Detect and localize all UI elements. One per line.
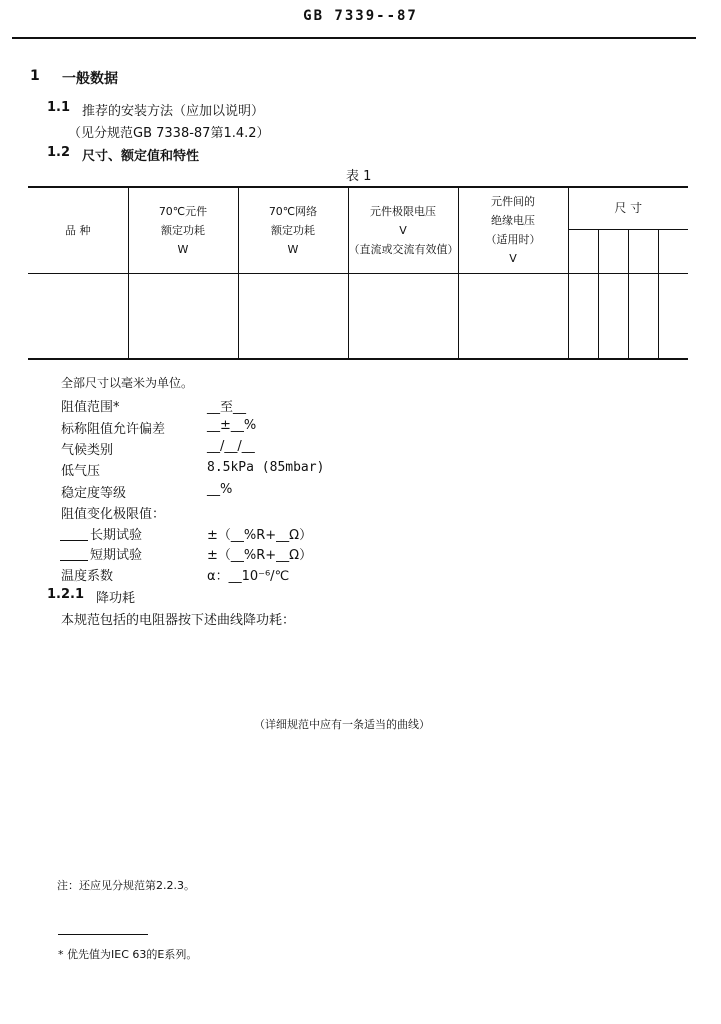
ratings-table bbox=[28, 186, 688, 360]
section-1-2-1-body: 本规范包括的电阻器按下述曲线降功耗： bbox=[61, 613, 296, 628]
table-cell bbox=[238, 273, 348, 359]
table-cell bbox=[658, 273, 688, 359]
footnote-rule bbox=[58, 934, 148, 935]
spec-value: ±（__%R+__Ω） bbox=[207, 528, 313, 543]
table-cell bbox=[458, 273, 568, 359]
spec-value: __至__ bbox=[207, 400, 247, 415]
spec-value: __±__% bbox=[207, 418, 257, 433]
table-caption: 表 1 bbox=[346, 169, 372, 184]
spec-value: α：__10⁻⁶/℃ bbox=[207, 569, 290, 584]
standard-number-header: GB 7339--87 bbox=[303, 8, 418, 24]
spec-label: 阻值变化极限值： bbox=[61, 507, 166, 522]
header-limit-voltage: 元件极限电压 V （直流或交流有效值） bbox=[348, 187, 458, 273]
section-1-title: 一般数据 bbox=[62, 71, 118, 87]
unit-note: 全部尺寸以毫米为单位。 bbox=[61, 376, 194, 390]
header-rule bbox=[12, 37, 696, 39]
header-element-power: 70℃元件 额定功耗 W bbox=[128, 187, 238, 273]
spec-value: __/__/__ bbox=[207, 439, 255, 454]
spec-value: ±（__%R+__Ω） bbox=[207, 548, 313, 563]
spec-label: 标称阻值允许偏差 bbox=[61, 422, 166, 437]
note: 注：还应见分规范第2.2.3。 bbox=[57, 879, 195, 892]
table-cell bbox=[128, 273, 238, 359]
spec-label: 短期试验 bbox=[90, 548, 143, 563]
section-1-2-1-title: 降功耗 bbox=[96, 591, 136, 606]
section-1-1-number: 1.1 bbox=[47, 100, 71, 115]
spec-label: 稳定度等级 bbox=[61, 486, 127, 501]
header-variety: 品 种 bbox=[28, 187, 128, 273]
header-insulation-voltage: 元件间的 绝缘电压 （适用时） V bbox=[458, 187, 568, 273]
dimension-subcell bbox=[628, 229, 658, 273]
spec-label: 阻值范围* bbox=[61, 400, 120, 415]
section-1-2-1-number: 1.2.1 bbox=[47, 587, 85, 602]
spec-label: 气候类别 bbox=[61, 443, 114, 458]
table-cell bbox=[568, 273, 598, 359]
footnote: * 优先值为IEC 63的E系列。 bbox=[58, 948, 198, 961]
spec-value: 8.5kPa (85mbar) bbox=[207, 460, 325, 475]
spec-label: 低气压 bbox=[61, 464, 101, 479]
header-network-power: 70℃网络 额定功耗 W bbox=[238, 187, 348, 273]
spec-value: __% bbox=[207, 482, 233, 497]
blank-underline bbox=[60, 560, 88, 561]
dimension-subcell bbox=[598, 229, 628, 273]
table-cell bbox=[28, 273, 128, 359]
header-dimensions: 尺 寸 bbox=[568, 187, 688, 229]
table-cell bbox=[628, 273, 658, 359]
spec-label: 长期试验 bbox=[90, 528, 143, 543]
curve-placeholder-note: （详细规范中应有一条适当的曲线） bbox=[254, 718, 430, 731]
section-1-1-title: 推荐的安装方法（应加以说明） bbox=[82, 104, 265, 119]
table-cell bbox=[598, 273, 628, 359]
dimension-subcell bbox=[568, 229, 598, 273]
blank-underline bbox=[60, 540, 88, 541]
table-cell bbox=[348, 273, 458, 359]
section-1-number: 1 bbox=[30, 68, 40, 84]
section-1-2-title: 尺寸、额定值和特性 bbox=[82, 149, 200, 164]
section-1-2-number: 1.2 bbox=[47, 145, 71, 160]
section-1-1-reference: （见分规范GB 7338-87第1.4.2） bbox=[68, 126, 270, 141]
spec-label: 温度系数 bbox=[61, 569, 114, 584]
dimension-subcell bbox=[658, 229, 688, 273]
